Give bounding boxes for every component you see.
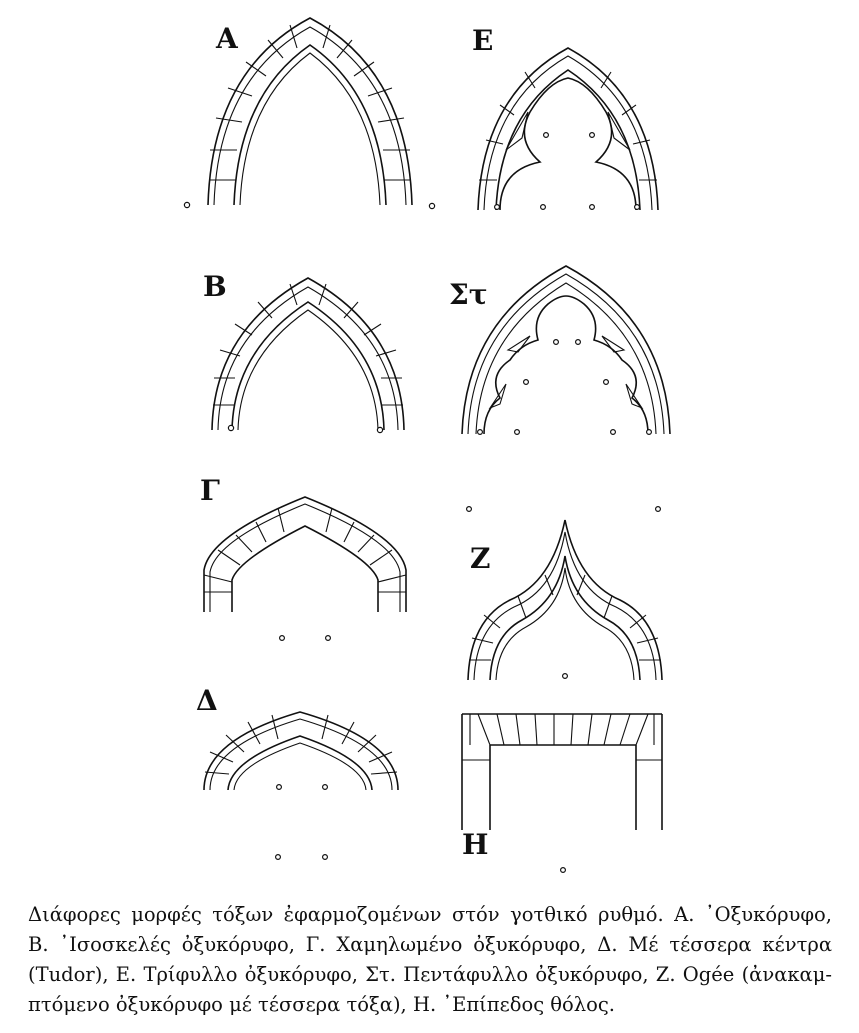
arch-z-ogee xyxy=(468,520,662,680)
caption-line-2: Β. ᾿Ισοσκελές ὀξυκόρυφο, Γ. Χαμηλωμένο ὀξυκόρυφο, Δ. Μέ τέσσερα κέντρα xyxy=(28,933,832,956)
label-st: Στ xyxy=(449,278,488,311)
caption-line-1: Διάφορες μορφές τόξων ἐφαρμοζομένων στόν γοτθικό ρυθμό. Α. ᾿Οξυκόρυφο, xyxy=(28,903,832,926)
arch-st-cinquefoil xyxy=(462,266,670,511)
caption-line-3: (Tudor), Ε. Τρίφυλλο ὀξυκόρυφο, Στ. Πεντάφυλλο ὀξυκόρυφο, Ζ. Ogée (ἀνακαμ- xyxy=(28,963,832,986)
arch-e-trefoil xyxy=(478,48,658,210)
label-b: B xyxy=(203,270,227,303)
label-e: E xyxy=(472,24,494,57)
label-z: Z xyxy=(470,542,491,575)
arch-h-flat xyxy=(462,714,662,872)
arch-d-tudor xyxy=(204,712,398,859)
figure-caption xyxy=(28,900,832,1020)
arch-b-equilateral xyxy=(212,278,404,433)
caption-line-4: πτόμενο ὀξυκόρυφο μέ τέσσερα τόξα), Η. ᾿Επίπεδος θόλος. xyxy=(28,993,616,1016)
arch-g-depressed xyxy=(204,497,406,640)
label-h: H xyxy=(462,828,489,861)
label-d: Δ xyxy=(196,684,218,717)
label-g: Γ xyxy=(200,474,220,507)
label-a: A xyxy=(216,22,238,55)
